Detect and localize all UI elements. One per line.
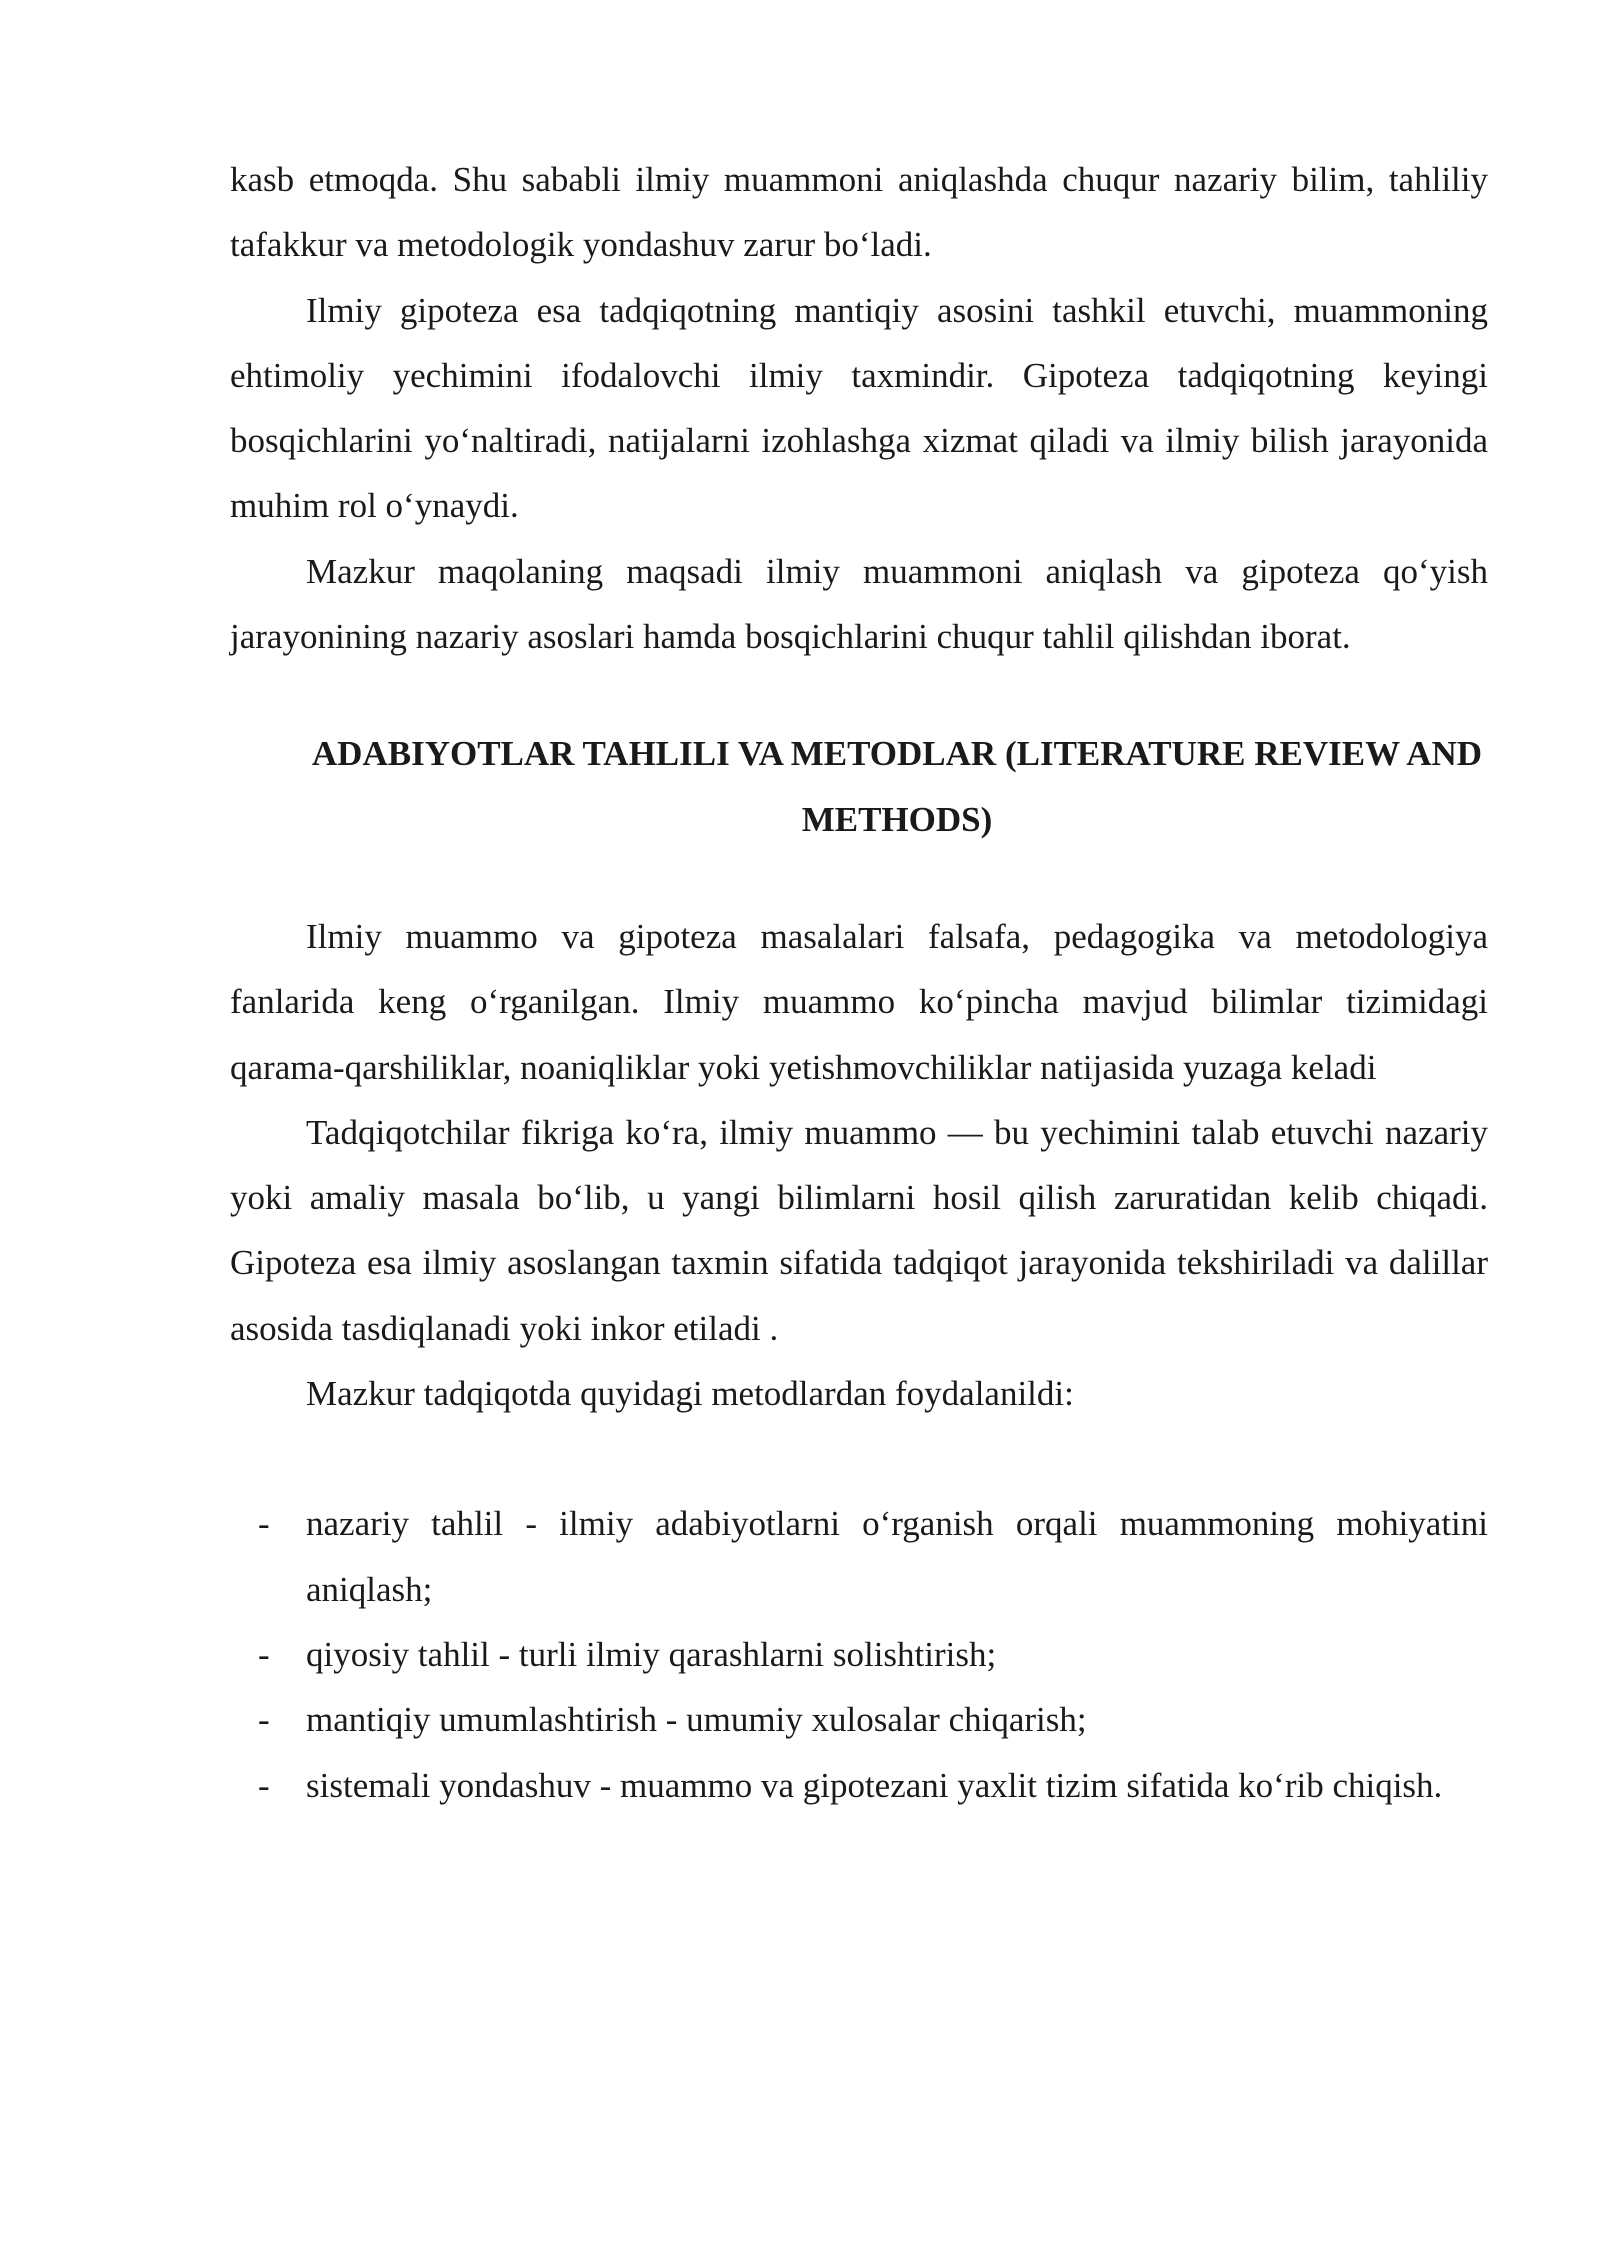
- method-text: nazariy tahlil - ilmiy adabiyotlarni o‘rganish orqali muammoning mohiyatini aniqlash;: [306, 1504, 1488, 1609]
- paragraph-intro-continuation: kasb etmoqda. Shu sababli ilmiy muammoni aniqlashda chuqur nazariy bilim, tahliliy tafakkur va metodologik yondashuv zarur bo‘ladi.: [230, 160, 1488, 265]
- paragraph-hypothesis: Ilmiy gipoteza esa tadqiqotning mantiqiy asosini tashkil etuvchi, muammoning ehtimoliy yechimini ifodalovchi ilmiy taxmindir. Gipoteza tadqiqotning keyingi bosqichlarini yo‘naltiradi, natijalarni izohlashga xizmat qiladi va ilmiy bilish jarayonida muhim rol o‘ynaydi.: [230, 290, 1488, 526]
- paragraph-literature-2: Tadqiqotchilar fikriga ko‘ra, ilmiy muammo — bu yechimini talab etuvchi nazariy yoki amaliy masala bo‘lib, u yangi bilimlarni hosil qilish zaruratidan kelib chiqadi. Gipoteza esa ilmiy asoslangan taxmin sifatida tadqiqot jarayonida tekshiriladi va dalillar asosida tasdiqlanadi yoki inkor etiladi .: [230, 1112, 1488, 1348]
- methods-list: [230, 1491, 1488, 1817]
- blank-line: [230, 1426, 1488, 1491]
- paragraph-methods-intro: Mazkur tadqiqotda quyidagi metodlardan foydalanildi:: [306, 1374, 1074, 1414]
- paragraph-article-goal: Mazkur maqolaning maqsadi ilmiy muammoni aniqlash va gipoteza qo‘yish jarayonining nazariy asoslari hamda bosqichlarini chuqur tahlil qilishdan iborat.: [230, 551, 1488, 657]
- list-dash: -: [258, 1634, 270, 1674]
- list-item: [230, 1753, 1488, 1818]
- method-text: sistemali yondashuv - muammo va gipotezani yaxlit tizim sifatida ko‘rib chiqish.: [306, 1765, 1443, 1805]
- document-page: [230, 147, 1488, 1818]
- section-heading: ADABIYOTLAR TAHLILI VA METODLAR (LITERATURE REVIEW AND METHODS): [311, 734, 1483, 839]
- paragraph-literature-1: Ilmiy muammo va gipoteza masalalari falsafa, pedagogika va metodologiya fanlarida keng o‘rganilgan. Ilmiy muammo ko‘pincha mavjud bilimlar tizimidagi qarama-qarshiliklar, noaniqliklar yoki yetishmovchiliklar natijasida yuzaga keladi: [230, 916, 1488, 1087]
- list-item: [230, 1687, 1488, 1752]
- list-item: [230, 1491, 1488, 1622]
- method-text: qiyosiy tahlil - turli ilmiy qarashlarni solishtirish;: [306, 1634, 997, 1674]
- list-dash: -: [258, 1504, 270, 1544]
- list-dash: -: [258, 1765, 270, 1805]
- list-item: [230, 1622, 1488, 1687]
- method-text: mantiqiy umumlashtirish - umumiy xulosalar chiqarish;: [306, 1700, 1087, 1740]
- list-dash: -: [258, 1700, 270, 1740]
